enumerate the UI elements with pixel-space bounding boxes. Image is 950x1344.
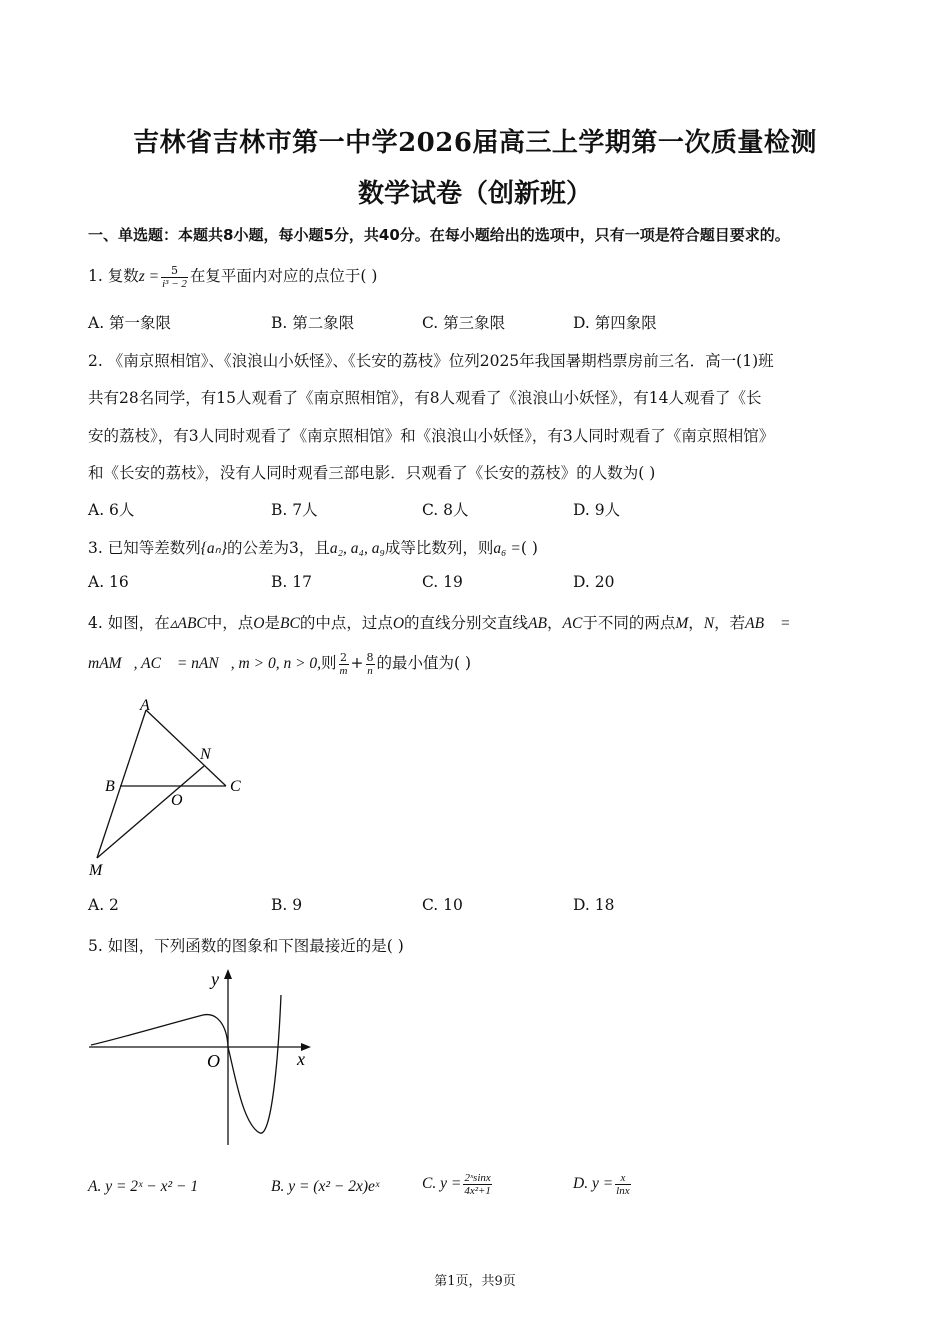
label-origin: O xyxy=(207,1051,220,1071)
fraction: $\frac{5}{\text{i³ − 2}}$ xyxy=(162,263,187,290)
label-a: A xyxy=(140,697,150,714)
q4-option-d: D. 18 xyxy=(573,896,615,914)
q2-option-d: D. 9人 xyxy=(573,501,621,519)
label-y: y xyxy=(211,969,219,989)
exam-subtitle: 数学试卷（创新班） xyxy=(357,179,592,209)
q3-option-d: D. 20 xyxy=(573,573,615,591)
question-1: 1. 复数z = $\frac{5}{\text{i³ − 2}}$ 在复平面内对应的点位于( ) xyxy=(88,263,378,290)
q1-option-d: D. 第四象限 xyxy=(573,314,657,332)
label-o: O xyxy=(171,792,183,809)
triangle-figure xyxy=(80,690,260,885)
fraction: $\frac{2}{m}$ xyxy=(339,650,348,677)
label-b: B xyxy=(105,778,115,795)
q2-line-4: 和《长安的荔枝》，没有人同时观看三部电影．只观看了《长安的荔枝》的人数为( ) xyxy=(88,464,656,482)
question-3: 3. 已知等差数列{aₙ}的公差为3，且a₂, a₄, a₉成等比数列，则a₆ =( ) xyxy=(88,539,538,557)
q4-option-a: A. 2 xyxy=(88,896,119,914)
label-m: M xyxy=(89,862,103,879)
function-curve xyxy=(91,995,281,1133)
fraction: $\frac{\text{2ˣsinx}}{\text{4x²+1}}$ xyxy=(464,1172,491,1197)
q2-option-b: B. 7人 xyxy=(271,501,318,519)
q5-option-b: B. y = (x² − 2x)eˣ xyxy=(271,1178,380,1195)
q3-option-b: B. 17 xyxy=(271,573,312,591)
q3-option-a: A. 16 xyxy=(88,573,129,591)
fraction: $\frac{8}{n}$ xyxy=(366,650,374,677)
q2-line-2: 共有28名同学，有15人观看了《南京照相馆》，有8人观看了《浪浪山小妖怪》，有14人观看了《长 xyxy=(88,389,762,407)
q2-line-3: 安的荔枝》，有3人同时观看了《南京照相馆》和《浪浪山小妖怪》，有3人同时观看了《南京照相馆》 xyxy=(88,427,775,445)
q4-line-1: 4. 如图，在▵ABC中，点O是BC的中点，过点O的直线分别交直线AB，AC于不同的两点M，N，若AB⃗ = xyxy=(88,614,791,632)
section-heading: 一、单选题：本题共8小题，每小题5分，共40分。在每小题给出的选项中，只有一项是符合题目要求的。 xyxy=(88,226,790,244)
y-arrow xyxy=(224,969,232,979)
q5-option-a: A. y = 2ˣ − x² − 1 xyxy=(88,1178,199,1195)
q3-option-c: C. 19 xyxy=(422,573,463,591)
q4-line-2: mAM⃗, AC⃗ = nAN⃗, m > 0, n > 0,则 $\frac{2}{m}$ + $\frac{8}{n}$ 的最小值为( ) xyxy=(88,650,472,677)
q2-option-c: C. 8人 xyxy=(422,501,469,519)
label-c: C xyxy=(230,778,241,795)
q5-option-c: C. y = $\frac{\text{2ˣsinx}}{\text{4x²+1}}$ xyxy=(422,1172,491,1197)
question-5: 5. 如图，下列函数的图象和下图最接近的是( ) xyxy=(88,937,404,955)
page-footer: 第1页，共9页 xyxy=(434,1274,516,1289)
fraction: $\frac{x}{\ln x}$ xyxy=(616,1172,630,1197)
q4-option-b: B. 9 xyxy=(271,896,303,914)
q2-line-1: 2. 《南京照相馆》、《浪浪山小妖怪》、《长安的荔枝》位列2025年我国暑期档票房前三名．高一(1)班 xyxy=(88,352,774,370)
q1-option-c: C. 第三象限 xyxy=(422,314,506,332)
label-n: N xyxy=(200,746,211,763)
q4-option-c: C. 10 xyxy=(422,896,463,914)
q5-option-d: D. y = $\frac{x}{\ln x}$ xyxy=(573,1172,630,1197)
side-ac xyxy=(146,710,226,786)
q1-option-a: A. 第一象限 xyxy=(88,314,172,332)
q1-option-b: B. 第二象限 xyxy=(271,314,355,332)
q2-option-a: A. 6人 xyxy=(88,501,135,519)
exam-title: 吉林省吉林市第一中学2026届高三上学期第一次质量检测 xyxy=(133,128,817,158)
function-graph xyxy=(85,965,325,1155)
label-x: x xyxy=(297,1049,305,1069)
